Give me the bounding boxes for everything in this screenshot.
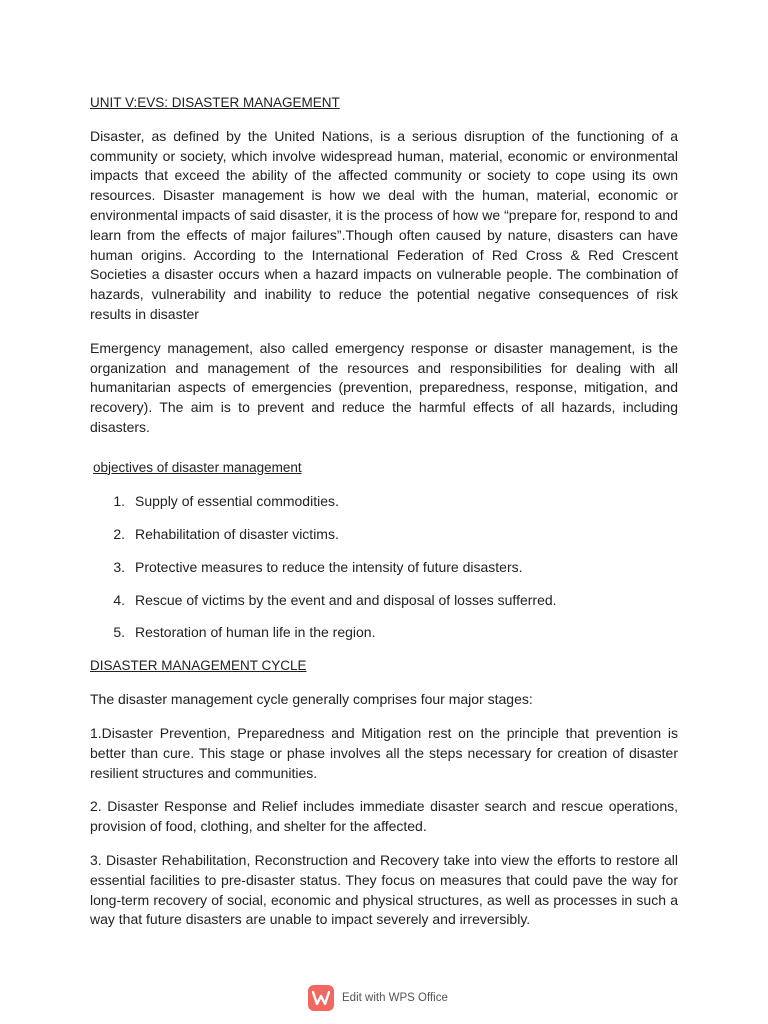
list-item-text: Protective measures to reduce the intensity of future disasters.	[135, 558, 523, 575]
wps-logo-icon	[308, 985, 334, 1011]
list-item-number: 1.	[113, 492, 125, 509]
objectives-heading: objectives of disaster management	[93, 459, 302, 475]
document-page	[90, 93, 678, 944]
list-item-number: 4.	[113, 591, 125, 608]
list-item-number: 5.	[113, 624, 125, 641]
list-item-text: Rehabilitation of disaster victims.	[135, 525, 339, 542]
list-item-text: Rescue of victims by the event and and disposal of losses sufferred.	[135, 591, 557, 608]
objectives-list	[90, 492, 678, 644]
list-item-text: Restoration of human life in the region.	[135, 624, 376, 641]
wps-footer-link[interactable]	[308, 985, 448, 1011]
paragraph-emergency-management: Emergency management, also called emergency response or disaster management, is the organization and management of the resources and responsibilities for dealing with all humanitarian aspects of emergencies (prevention, preparedness, response, mitigation, and recovery). The aim is to prevent and reduce the harmful effects of all hazards, including disasters.	[90, 339, 678, 435]
list-item	[90, 623, 678, 643]
cycle-intro: The disaster management cycle generally comprises four major stages:	[90, 691, 533, 708]
list-item	[90, 492, 678, 512]
list-item	[90, 525, 678, 545]
list-item-text: Supply of essential commodities.	[135, 492, 339, 509]
cycle-stage-2: 2. Disaster Response and Relief includes immediate disaster search and rescue operations, provision of food, clothing, and shelter for the affected.	[90, 798, 678, 835]
list-item-number: 3.	[113, 558, 125, 575]
wps-footer-label: Edit with WPS Office	[342, 992, 448, 1004]
cycle-stage-3: 3. Disaster Rehabilitation, Reconstruction and Recovery take into view the efforts to restore all essential facilities to pre-disaster status. They focus on measures that could pave the way for long-term recovery of social, economic and physical structures, as well as processes in such a way that future disasters are unable to impact severely and irreversibly.	[90, 852, 678, 928]
document-title: UNIT V:EVS: DISASTER MANAGEMENT	[90, 95, 340, 110]
list-item	[90, 591, 678, 611]
paragraph-definition: Disaster, as defined by the United Nations, is a serious disruption of the functioning of a community or society, which involve widespread human, material, economic or environmental impacts that exceed the ability of the affected community or society to cope using its own resources. Disaster management is how we deal with the human, material, economic or environmental impacts of said disaster, it is the process of how we “prepare for, respond to and learn from the effects of major failures”.Though often caused by nature, disasters can have human origins. According to the International Federation of Red Cross & Red Crescent Societies a disaster occurs when a hazard impacts on vulnerable people. The combination of hazards, vulnerability and inability to reduce the potential negative consequences of risk results in disaster	[90, 127, 678, 322]
cycle-heading: DISASTER MANAGEMENT CYCLE	[90, 658, 307, 674]
list-item	[90, 558, 678, 578]
cycle-stage-1: 1.Disaster Prevention, Preparedness and Mitigation rest on the principle that prevention is better than cure. This stage or phase involves all the steps necessary for creation of disaster resilient structures and communities.	[90, 725, 678, 781]
list-item-number: 2.	[113, 525, 125, 542]
